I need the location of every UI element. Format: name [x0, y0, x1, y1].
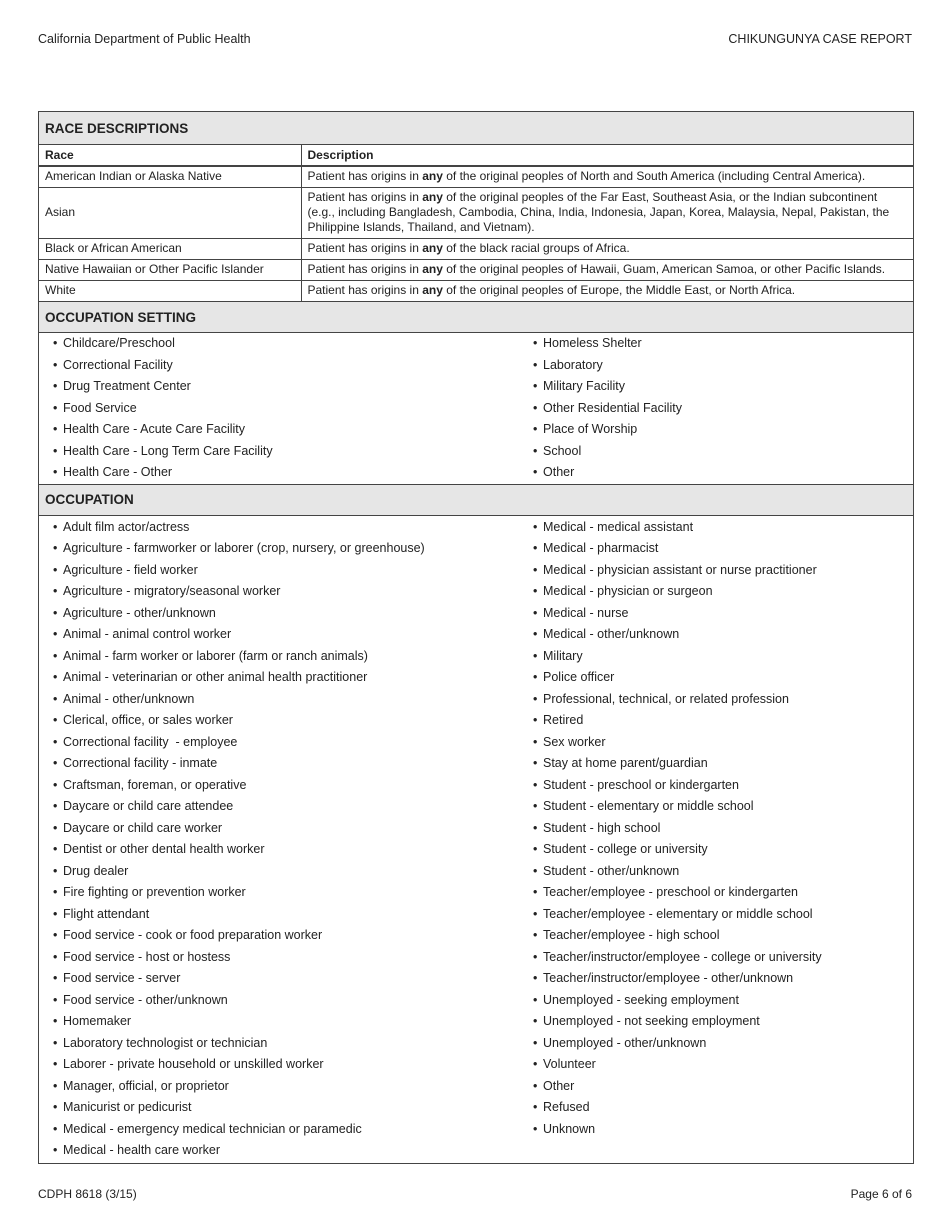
list-item	[533, 796, 913, 818]
bullet-icon: •	[533, 842, 538, 856]
list-item-label: Teacher/instructor/employee - other/unknown	[543, 971, 794, 985]
list-item	[533, 732, 913, 754]
list-item-label: Dentist or other dental health worker	[63, 842, 265, 856]
list-item-label: Student - elementary or middle school	[543, 799, 754, 813]
bullet-icon: •	[53, 863, 58, 878]
description-prefix: Patient has origins in	[307, 283, 423, 298]
list-item	[53, 462, 519, 484]
list-item-label: Animal - other/unknown	[63, 691, 195, 706]
description-emphasis: any	[422, 283, 443, 298]
race-description	[301, 280, 913, 301]
reference-form	[38, 111, 914, 1164]
race-description	[301, 259, 913, 280]
race-name: American Indian or Alaska Native	[39, 166, 301, 187]
list-item	[533, 1011, 913, 1033]
bullet-icon: •	[53, 519, 58, 534]
race-name: White	[39, 280, 301, 301]
bullet-icon: •	[53, 1100, 58, 1114]
list-item-label: Sex worker	[543, 734, 606, 749]
list-item-label: Student - college or university	[543, 842, 708, 856]
list-item	[533, 839, 913, 861]
bullet-icon: •	[533, 336, 538, 350]
bullet-icon: •	[53, 379, 58, 393]
race-row	[39, 166, 913, 187]
list-item-label: Unemployed - seeking employment	[543, 992, 739, 1007]
list-item-label: Food Service	[63, 400, 137, 415]
list-item-label: Refused	[543, 1100, 590, 1114]
description-prefix: Patient has origins in	[307, 262, 423, 276]
list-item-label: Teacher/employee - high school	[543, 928, 720, 942]
bullet-icon: •	[533, 605, 538, 620]
bullet-icon: •	[533, 992, 538, 1007]
race-description	[301, 166, 913, 187]
list-item-label: Daycare or child care attendee	[63, 799, 234, 813]
bullet-icon: •	[533, 1078, 538, 1093]
race-table	[39, 145, 913, 301]
list-item-label: Laboratory technologist or technician	[63, 1035, 268, 1050]
bullet-icon: •	[53, 691, 58, 706]
bullet-icon: •	[53, 928, 58, 942]
bullet-icon: •	[53, 584, 58, 598]
bullet-icon: •	[533, 1121, 538, 1136]
bullet-icon: •	[533, 541, 538, 555]
list-item	[533, 925, 913, 947]
list-item	[533, 355, 913, 377]
occupation-setting-right-column	[519, 333, 913, 484]
race-description	[301, 238, 913, 259]
list-item-label: Military Facility	[543, 379, 625, 393]
bullet-icon: •	[533, 562, 538, 577]
list-item	[53, 1054, 519, 1076]
bullet-icon: •	[53, 422, 58, 436]
list-item-label: Childcare/Preschool	[63, 336, 175, 350]
header-agency: California Department of Public Health	[38, 32, 251, 46]
list-item	[53, 1033, 519, 1055]
list-item	[533, 1119, 913, 1141]
list-item-label: Retired	[543, 713, 584, 727]
bullet-icon: •	[533, 422, 538, 436]
bullet-icon: •	[53, 465, 58, 479]
list-item	[53, 775, 519, 797]
list-item-label: Medical - medical assistant	[543, 519, 694, 534]
race-row	[39, 280, 913, 301]
list-item	[533, 710, 913, 732]
list-item-label: Manicurist or pedicurist	[63, 1100, 192, 1114]
bullet-icon: •	[53, 799, 58, 813]
list-item-label: Student - preschool or kindergarten	[543, 777, 739, 792]
list-item-label: Laboratory	[543, 357, 603, 372]
bullet-icon: •	[53, 1078, 58, 1093]
list-item	[533, 1054, 913, 1076]
list-item	[533, 517, 913, 539]
list-item-label: Military	[543, 648, 583, 663]
bullet-icon: •	[533, 1035, 538, 1050]
list-item-label: Professional, technical, or related profession	[543, 691, 789, 706]
list-item	[53, 861, 519, 883]
race-row	[39, 259, 913, 280]
header-form-title: CHIKUNGUNYA CASE REPORT	[728, 32, 912, 46]
list-item	[533, 398, 913, 420]
form-number: CDPH 8618 (3/15)	[38, 1187, 137, 1201]
bullet-icon: •	[533, 799, 538, 813]
list-item	[533, 538, 913, 560]
bullet-icon: •	[53, 820, 58, 835]
bullet-icon: •	[533, 949, 538, 964]
list-item-label: Adult film actor/actress	[63, 519, 190, 534]
description-suffix: of the original peoples of Europe, the Middle East, or North Africa.	[442, 283, 796, 298]
list-item-label: Place of Worship	[543, 422, 638, 436]
bullet-icon: •	[53, 400, 58, 415]
list-item	[533, 882, 913, 904]
description-emphasis: any	[422, 190, 443, 204]
description-emphasis: any	[422, 262, 443, 276]
list-item	[533, 667, 913, 689]
bullet-icon: •	[53, 336, 58, 350]
bullet-icon: •	[53, 971, 58, 985]
list-item	[533, 1097, 913, 1119]
list-item-label: Agriculture - other/unknown	[63, 605, 216, 620]
list-item	[53, 1011, 519, 1033]
list-item-label: Animal - veterinarian or other animal health practitioner	[63, 670, 368, 684]
bullet-icon: •	[533, 1014, 538, 1028]
list-item	[53, 753, 519, 775]
bullet-icon: •	[53, 777, 58, 792]
bullet-icon: •	[53, 713, 58, 727]
race-row	[39, 238, 913, 259]
bullet-icon: •	[533, 584, 538, 598]
list-item-label: Health Care - Acute Care Facility	[63, 422, 246, 436]
list-item-label: Student - high school	[543, 820, 661, 835]
list-item	[533, 646, 913, 668]
description-prefix: Patient has origins in	[307, 190, 423, 204]
bullet-icon: •	[53, 1057, 58, 1071]
list-item-label: Flight attendant	[63, 906, 150, 921]
list-item-label: Medical - nurse	[543, 605, 629, 620]
list-item-label: Medical - pharmacist	[543, 541, 659, 555]
list-item	[53, 904, 519, 926]
list-item	[533, 1033, 913, 1055]
list-item-label: Other	[543, 465, 575, 479]
list-item-label: Other	[543, 1078, 575, 1093]
bullet-icon: •	[53, 1143, 58, 1157]
list-item-label: Craftsman, foreman, or operative	[63, 777, 247, 792]
bullet-icon: •	[533, 820, 538, 835]
list-item-label: Agriculture - farmworker or laborer (crop, nursery, or greenhouse)	[63, 541, 425, 555]
bullet-icon: •	[53, 562, 58, 577]
list-item	[53, 646, 519, 668]
bullet-icon: •	[533, 777, 538, 792]
list-item-label: Unknown	[543, 1121, 596, 1136]
list-item-label: Drug dealer	[63, 863, 129, 878]
race-name: Native Hawaiian or Other Pacific Islander	[39, 259, 301, 280]
bullet-icon: •	[533, 519, 538, 534]
list-item	[53, 1140, 519, 1162]
list-item-label: Unemployed - other/unknown	[543, 1035, 707, 1050]
bullet-icon: •	[533, 1100, 538, 1114]
list-item	[53, 732, 519, 754]
list-item-label: Food service - server	[63, 971, 181, 985]
bullet-icon: •	[533, 1057, 538, 1071]
bullet-icon: •	[53, 648, 58, 663]
list-item	[53, 1076, 519, 1098]
list-item-label: Fire fighting or prevention worker	[63, 885, 246, 899]
list-item-label: Food service - host or hostess	[63, 949, 231, 964]
list-item-label: Homeless Shelter	[543, 336, 642, 350]
list-item-label: Correctional Facility	[63, 357, 173, 372]
list-item	[53, 517, 519, 539]
list-item-label: Food service - cook or food preparation worker	[63, 928, 323, 942]
list-item-label: Teacher/employee - preschool or kindergarten	[543, 885, 798, 899]
list-item-label: Food service - other/unknown	[63, 992, 228, 1007]
list-item	[53, 419, 519, 441]
list-item-label: Other Residential Facility	[543, 400, 682, 415]
list-item	[533, 376, 913, 398]
list-item	[533, 1076, 913, 1098]
list-item	[533, 624, 913, 646]
list-item-label: Teacher/instructor/employee - college or university	[543, 949, 822, 964]
list-item-label: Stay at home parent/guardian	[543, 756, 708, 770]
list-item-label: Manager, official, or proprietor	[63, 1078, 229, 1093]
bullet-icon: •	[533, 357, 538, 372]
list-item-label: School	[543, 443, 582, 458]
list-item-label: Animal - animal control worker	[63, 627, 232, 641]
race-table-header	[39, 145, 913, 166]
list-item-label: Agriculture - field worker	[63, 562, 198, 577]
bullet-icon: •	[533, 627, 538, 641]
list-item	[533, 775, 913, 797]
description-prefix: Patient has origins in	[307, 169, 423, 184]
list-item	[53, 603, 519, 625]
bullet-icon: •	[53, 357, 58, 372]
list-item	[533, 947, 913, 969]
bullet-icon: •	[53, 443, 58, 458]
list-item-label: Homemaker	[63, 1014, 132, 1028]
bullet-icon: •	[53, 1121, 58, 1136]
bullet-icon: •	[533, 648, 538, 663]
list-item-label: Health Care - Other	[63, 465, 173, 479]
list-item-label: Drug Treatment Center	[63, 379, 191, 393]
bullet-icon: •	[533, 756, 538, 770]
bullet-icon: •	[533, 465, 538, 479]
bullet-icon: •	[53, 885, 58, 899]
list-item	[53, 839, 519, 861]
list-item-label: Volunteer	[543, 1057, 596, 1071]
list-item	[533, 333, 913, 355]
list-item	[533, 818, 913, 840]
race-description	[301, 187, 913, 238]
bullet-icon: •	[53, 1035, 58, 1050]
bullet-icon: •	[53, 1014, 58, 1028]
bullet-icon: •	[533, 885, 538, 899]
description-suffix: of the original peoples of North and South America (including Central America).	[442, 169, 866, 184]
list-item	[53, 1097, 519, 1119]
list-item-label: Laborer - private household or unskilled worker	[63, 1057, 324, 1071]
description-emphasis: any	[422, 241, 443, 255]
list-item-label: Medical - other/unknown	[543, 627, 680, 641]
bullet-icon: •	[53, 949, 58, 964]
list-item	[533, 462, 913, 484]
description-suffix: of the original peoples of the Far East, Southeast Asia, or the Indian subcontinent (e.g., including Bangladesh, Cambodia, China, India, Indonesia, Japan, Korea, Malaysia, Nepal, Pakistan, the Philippine Islands, Thailand, and Vietnam).	[307, 190, 890, 234]
race-descriptions-title: RACE DESCRIPTIONS	[39, 112, 913, 145]
occupation-setting-left-column	[39, 333, 519, 484]
list-item-label: Animal - farm worker or laborer (farm or ranch animals)	[63, 648, 368, 663]
bullet-icon: •	[533, 906, 538, 921]
race-column-header: Race	[39, 145, 301, 166]
description-column-header: Description	[301, 145, 913, 166]
list-item	[53, 560, 519, 582]
description-suffix: of the original peoples of Hawaii, Guam, American Samoa, or other Pacific Islands.	[442, 262, 886, 276]
list-item	[53, 624, 519, 646]
list-item	[53, 538, 519, 560]
list-item	[533, 560, 913, 582]
bullet-icon: •	[53, 541, 58, 555]
list-item	[53, 925, 519, 947]
list-item	[53, 398, 519, 420]
list-item-label: Daycare or child care worker	[63, 820, 223, 835]
race-row	[39, 187, 913, 238]
bullet-icon: •	[533, 971, 538, 985]
list-item	[533, 968, 913, 990]
race-name: Black or African American	[39, 238, 301, 259]
list-item	[53, 882, 519, 904]
list-item	[53, 376, 519, 398]
list-item-label: Correctional facility - employee	[63, 734, 238, 749]
list-item-label: Unemployed - not seeking employment	[543, 1014, 760, 1028]
list-item	[533, 904, 913, 926]
bullet-icon: •	[53, 756, 58, 770]
bullet-icon: •	[533, 863, 538, 878]
list-item	[53, 1119, 519, 1141]
list-item-label: Health Care - Long Term Care Facility	[63, 443, 273, 458]
list-item	[53, 355, 519, 377]
list-item	[53, 441, 519, 463]
bullet-icon: •	[53, 627, 58, 641]
bullet-icon: •	[533, 734, 538, 749]
list-item	[53, 796, 519, 818]
bullet-icon: •	[533, 691, 538, 706]
occupation-setting-title: OCCUPATION SETTING	[39, 301, 913, 333]
bullet-icon: •	[53, 906, 58, 921]
occupation-list	[39, 516, 913, 1163]
bullet-icon: •	[533, 713, 538, 727]
list-item	[53, 710, 519, 732]
occupation-right-column	[519, 517, 913, 1162]
bullet-icon: •	[53, 992, 58, 1007]
list-item	[533, 689, 913, 711]
list-item	[53, 333, 519, 355]
bullet-icon: •	[53, 605, 58, 620]
list-item	[53, 990, 519, 1012]
list-item	[53, 581, 519, 603]
list-item	[533, 753, 913, 775]
list-item-label: Medical - emergency medical technician or paramedic	[63, 1121, 362, 1136]
page-number: Page 6 of 6	[850, 1187, 912, 1201]
list-item-label: Clerical, office, or sales worker	[63, 713, 233, 727]
race-name: Asian	[39, 187, 301, 238]
bullet-icon: •	[53, 734, 58, 749]
description-prefix: Patient has origins in	[307, 241, 423, 255]
list-item-label: Medical - health care worker	[63, 1143, 221, 1157]
bullet-icon: •	[533, 443, 538, 458]
list-item	[53, 947, 519, 969]
bullet-icon: •	[533, 928, 538, 942]
list-item	[53, 689, 519, 711]
list-item	[53, 818, 519, 840]
description-suffix: of the black racial groups of Africa.	[442, 241, 630, 255]
list-item	[533, 990, 913, 1012]
list-item-label: Medical - physician or surgeon	[543, 584, 713, 598]
list-item	[533, 581, 913, 603]
list-item-label: Teacher/employee - elementary or middle school	[543, 906, 813, 921]
bullet-icon: •	[533, 670, 538, 684]
list-item	[533, 603, 913, 625]
bullet-icon: •	[53, 842, 58, 856]
list-item	[53, 667, 519, 689]
list-item-label: Agriculture - migratory/seasonal worker	[63, 584, 281, 598]
list-item	[533, 861, 913, 883]
list-item-label: Police officer	[543, 670, 615, 684]
list-item	[533, 419, 913, 441]
list-item	[53, 968, 519, 990]
bullet-icon: •	[53, 670, 58, 684]
description-emphasis: any	[422, 169, 443, 184]
list-item-label: Student - other/unknown	[543, 863, 680, 878]
list-item-label: Correctional facility - inmate	[63, 756, 218, 770]
occupation-title: OCCUPATION	[39, 484, 913, 516]
occupation-left-column	[39, 517, 519, 1162]
bullet-icon: •	[533, 400, 538, 415]
list-item-label: Medical - physician assistant or nurse practitioner	[543, 562, 817, 577]
bullet-icon: •	[533, 379, 538, 393]
occupation-setting-list	[39, 333, 913, 484]
list-item	[533, 441, 913, 463]
